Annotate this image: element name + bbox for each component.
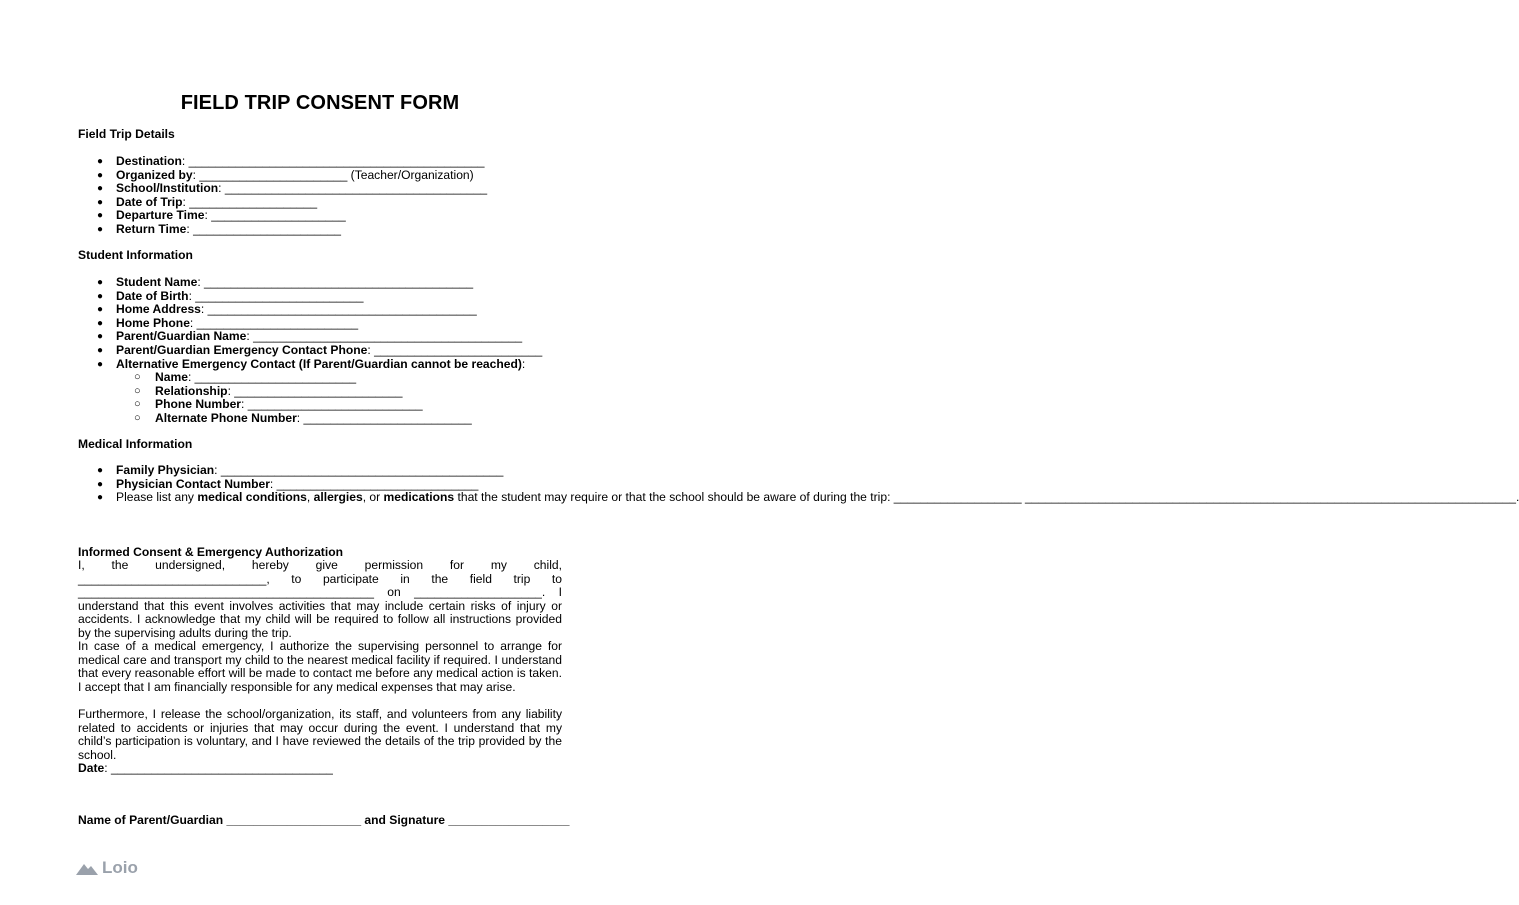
- field-label: Parent/Guardian Emergency Contact Phone: [116, 342, 368, 357]
- sub-list-item: [116, 398, 568, 412]
- signature-line[interactable]: Name of Parent/Guardian ____________________ and Signature __________________: [78, 813, 570, 827]
- medical-text: , or: [362, 490, 384, 505]
- list-item: [78, 182, 568, 196]
- list-item: [78, 223, 568, 237]
- sub-list-item: [116, 412, 568, 426]
- date-blank[interactable]: : _________________________________: [104, 761, 333, 775]
- field-label: Family Physician: [116, 463, 215, 477]
- page-title: FIELD TRIP CONSENT FORM: [180, 92, 460, 114]
- field-label: Physician Contact Number: [116, 476, 270, 491]
- list-item: [78, 317, 568, 331]
- trip-details-list: [78, 155, 568, 237]
- field-blank[interactable]: : _________________________: [367, 342, 543, 357]
- list-item: [78, 155, 568, 169]
- field-blank[interactable]: : ______________________: [186, 221, 342, 236]
- field-label: Student Name: [116, 275, 198, 289]
- field-blank[interactable]: : __________________________________________: [214, 463, 504, 477]
- field-blank[interactable]: : ______________________ (Teacher/Organization): [192, 167, 474, 182]
- logo-text: Loio: [102, 858, 138, 878]
- alt-contact-sublist: [116, 371, 568, 425]
- list-item: [78, 276, 568, 290]
- list-item: [78, 478, 568, 492]
- medical-text[interactable]: that the student may require or that the school should be aware of during the trip: ___________________ _________________________________________________________________________.: [454, 490, 1519, 505]
- field-label: Organized by: [116, 167, 193, 182]
- field-blank[interactable]: : ________________________________________: [246, 329, 523, 344]
- list-item: [78, 303, 568, 317]
- section-heading-medical-info: Medical Information: [78, 437, 193, 451]
- consent-paragraph-3: Furthermore, I release the school/organization, its staff, and volunteers from any liability related to accidents or injuries that may occur during the event. I understand that my child’s participation is voluntary, and I have reviewed the details of the trip provided by the school.: [78, 707, 562, 762]
- allergies-label: allergies: [313, 490, 363, 505]
- student-info-list: [78, 276, 568, 426]
- medical-info-list: [78, 463, 1519, 505]
- field-blank[interactable]: : ______________________________: [269, 476, 479, 491]
- medications-label: medications: [383, 490, 455, 505]
- brand-logo: [76, 858, 138, 878]
- field-blank[interactable]: : _________________________: [227, 383, 403, 398]
- field-label: Return Time: [116, 221, 187, 236]
- section-heading-consent: Informed Consent & Emergency Authorization: [78, 545, 343, 559]
- field-blank[interactable]: : ________________________: [187, 370, 357, 385]
- consent-paragraph-2: In case of a medical emergency, I authorize the supervising personnel to arrange for medical care and transport my child to the nearest medical facility if required. I understand that every reasonable effort will be made to contact me before any medical action is taken. I accept that I am financially responsible for any medical expenses that may arise.: [78, 639, 562, 694]
- field-label: Date of Birth: [116, 288, 189, 303]
- field-label: Home Address: [116, 302, 201, 317]
- field-blank[interactable]: : _______________________________________: [218, 181, 488, 196]
- medical-text: Please list any: [116, 490, 198, 505]
- loio-logo-icon: [76, 861, 98, 875]
- field-colon: :: [521, 356, 526, 371]
- section-heading-trip-details: Field Trip Details: [78, 127, 175, 141]
- list-item: [78, 209, 568, 223]
- date-label: Date: [78, 761, 105, 775]
- list-item: [78, 290, 568, 304]
- field-label: Relationship: [155, 383, 228, 398]
- list-item: [78, 464, 568, 478]
- field-blank[interactable]: : ________________________________________: [200, 302, 477, 317]
- field-blank[interactable]: : __________________________: [241, 397, 423, 412]
- list-item: [78, 330, 568, 344]
- medical-text: ,: [306, 490, 314, 505]
- field-label: Parent/Guardian Name: [116, 329, 247, 344]
- sub-list-item: [116, 385, 568, 399]
- field-label: Alternate Phone Number: [155, 410, 297, 425]
- field-blank[interactable]: : ___________________: [182, 194, 318, 209]
- field-label: Departure Time: [116, 208, 205, 223]
- list-item: [78, 196, 568, 210]
- list-item: [78, 169, 568, 183]
- field-label: Home Phone: [116, 315, 190, 330]
- medical-conditions-label: medical conditions: [197, 490, 307, 505]
- field-label: Phone Number: [155, 397, 242, 412]
- section-heading-student-info: Student Information: [78, 248, 193, 262]
- field-label: Name: [155, 370, 188, 385]
- field-blank[interactable]: : ____________________: [204, 208, 346, 223]
- field-label: Date of Trip: [116, 194, 183, 209]
- field-blank[interactable]: : ________________________________________: [197, 275, 474, 289]
- field-blank[interactable]: : _________________________: [188, 288, 364, 303]
- sub-list-item: [116, 371, 568, 385]
- field-blank[interactable]: : ________________________: [189, 315, 359, 330]
- list-item: [78, 358, 568, 426]
- consent-paragraph-1: I, the undersigned, hereby give permission for my child, ____________________________, to participate in the field trip to ____________________________________________ on ___________________. I understand that this event involves activities that may include certain risks of injury or accidents. I acknowledge that my child will be required to follow all instructions provided by the supervising adults during the trip.: [78, 558, 562, 640]
- list-item: [78, 490, 1519, 505]
- field-blank[interactable]: : _________________________: [296, 410, 472, 425]
- date-line: [78, 762, 333, 776]
- field-blank[interactable]: : ____________________________________________: [181, 154, 485, 168]
- list-item: [78, 344, 568, 358]
- field-label: Alternative Emergency Contact (If Parent/Guardian cannot be reached): [116, 356, 522, 371]
- field-label: School/Institution: [116, 181, 219, 196]
- field-label: Destination: [116, 154, 182, 168]
